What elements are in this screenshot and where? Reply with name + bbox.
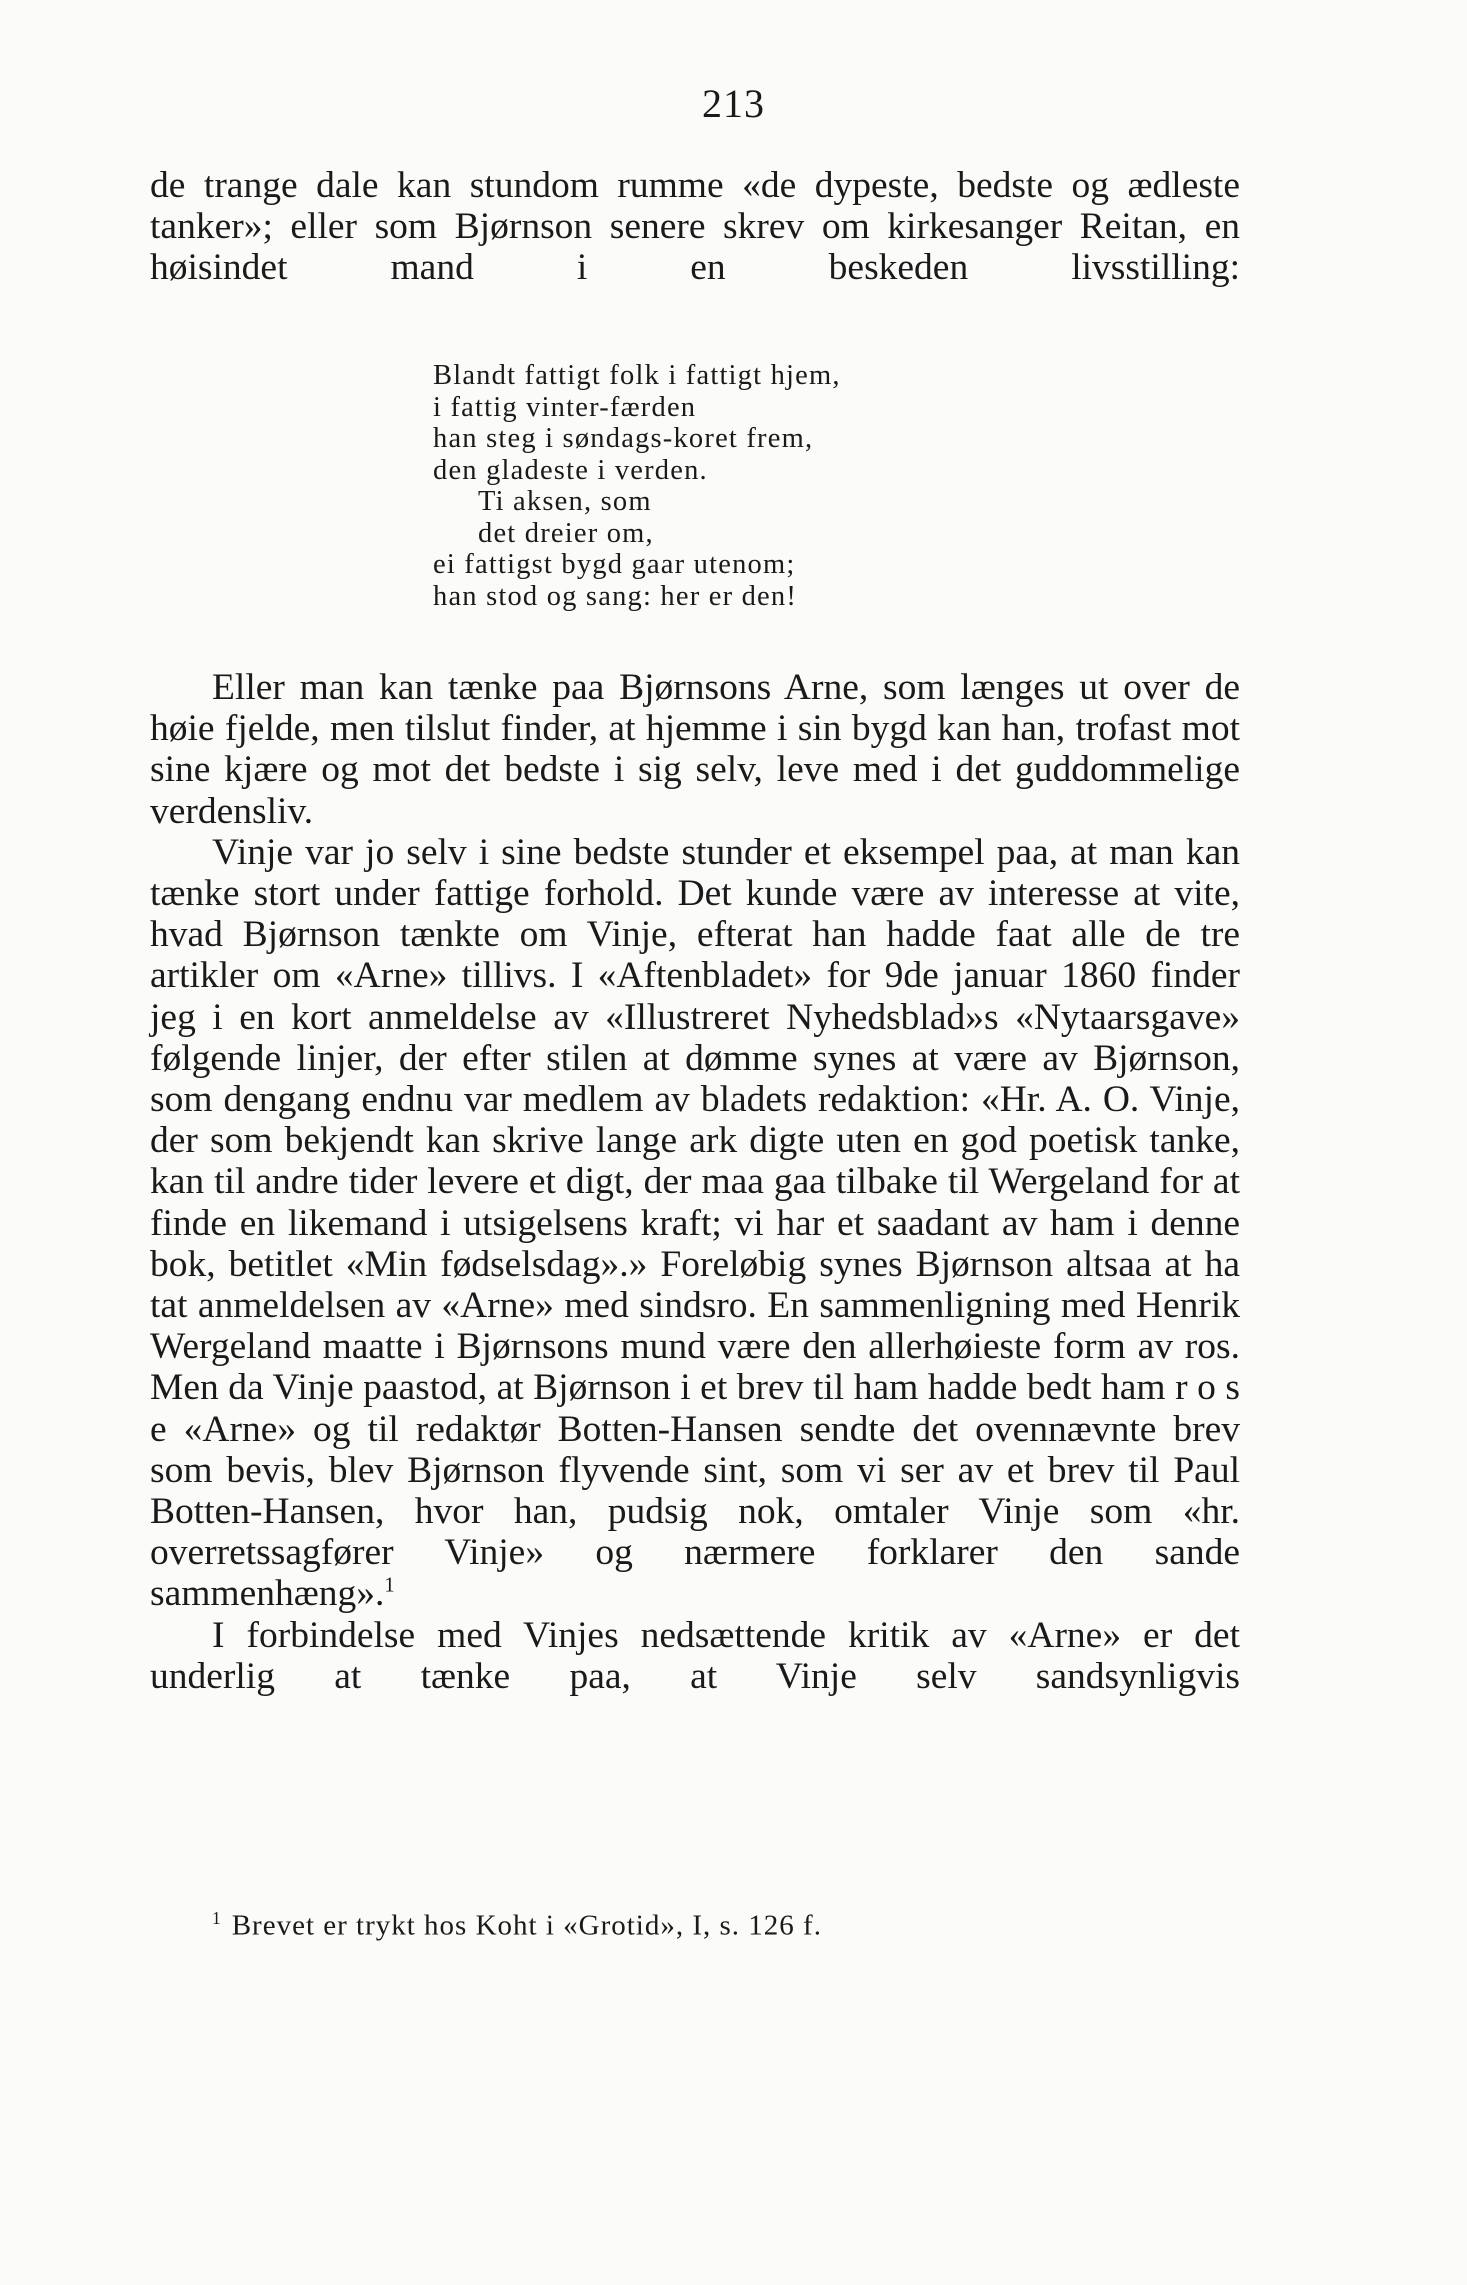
paragraph-arne: Eller man kan tænke paa Bjørnsons Arne, som længes ut over de høie fjelde, men tilslut finder, at hjemme i sin bygd kan han, trofast mot sine kjære og mot det bedste i sig selv, leve med i det guddommelige verdensliv. bbox=[150, 667, 1240, 832]
poem-line: det dreier om, bbox=[478, 517, 654, 549]
intro-paragraph: de trange dale kan stundom rumme «de dypeste, bedste og ædleste tanker»; eller som Bjørnson senere skrev om kirkesanger Reitan, en høisindet mand i en beskeden livsstilling: bbox=[150, 165, 1240, 289]
footnote-marker: 1 bbox=[212, 1908, 222, 1928]
poem-line: i fattig vinter-færden bbox=[433, 391, 697, 423]
paragraph-kritik: I forbindelse med Vinjes nedsættende kritik av «Arne» er det underlig at tænke paa, at Vinje selv sandsynligvis bbox=[150, 1614, 1240, 1697]
paragraph-vinje bbox=[150, 832, 1240, 1615]
poem-line: Blandt fattigt folk i fattigt hjem, bbox=[433, 360, 841, 391]
poem-quote bbox=[433, 360, 993, 612]
footnote-reference: 1 bbox=[384, 1574, 395, 1597]
poem-line: den gladeste i verden. bbox=[433, 454, 708, 486]
paragraph-vinje-text: Vinje var jo selv i sine bedste stunder et eksempel paa, at man kan tænke stort under fattige forhold. Det kunde være av interesse at vite, hvad Bjørnson tænkte om Vinje, efterat han hadde faat alle de tre artikler om «Arne» tillivs. I «Aftenbladet» for 9de januar 1860 finder jeg i en kort anmeldelse av «Illustreret Nyhedsblad»s «Nytaarsgave» følgende linjer, der efter stilen at dømme synes at være av Bjørnson, som dengang endnu var medlem av bladets redaktion: «Hr. A. O. Vinje, der som bekjendt kan skrive lange ark digte uten en god poetisk tanke, kan til andre tider levere et digt, der maa gaa tilbake til Wergeland for at finde en likemand i utsigelsens kraft; vi har et saadant av ham i denne bok, betitlet «Min fødselsdag».» Foreløbig synes Bjørnson altsaa at ha tat anmeldelsen av «Arne» med sindsro. En sammenligning med Henrik Wergeland maatte i Bjørnsons mund være den allerhøieste form av ros. Men da Vinje paastod, at Bjørnson i et brev til ham hadde bedt ham r o s e «Arne» og til redaktør Botten-Hansen sendte det ovennævnte brev som bevis, blev Bjørnson flyvende sint, som vi ser av et brev til Paul Botten-Hansen, hvor han, pudsig nok, omtaler Vinje som «hr. overretssagfører Vinje» og nærmere forklarer den sande sammenhæng». bbox=[150, 831, 1240, 1615]
poem-line: han steg i søndags-koret frem, bbox=[433, 423, 814, 454]
poem-line: ei fattigst bygd gaar utenom; bbox=[433, 549, 796, 580]
poem-line: han stod og sang: her er den! bbox=[433, 580, 798, 612]
footnote bbox=[212, 1908, 1112, 1943]
footnote-text: Brevet er trykt hos Koht i «Grotid», I, s. 126 f. bbox=[231, 1909, 822, 1942]
page-number: 213 bbox=[702, 81, 765, 126]
intro-paragraph-block bbox=[150, 165, 1240, 289]
poem-line: Ti aksen, som bbox=[478, 486, 652, 517]
body-text-block bbox=[150, 667, 1240, 1697]
